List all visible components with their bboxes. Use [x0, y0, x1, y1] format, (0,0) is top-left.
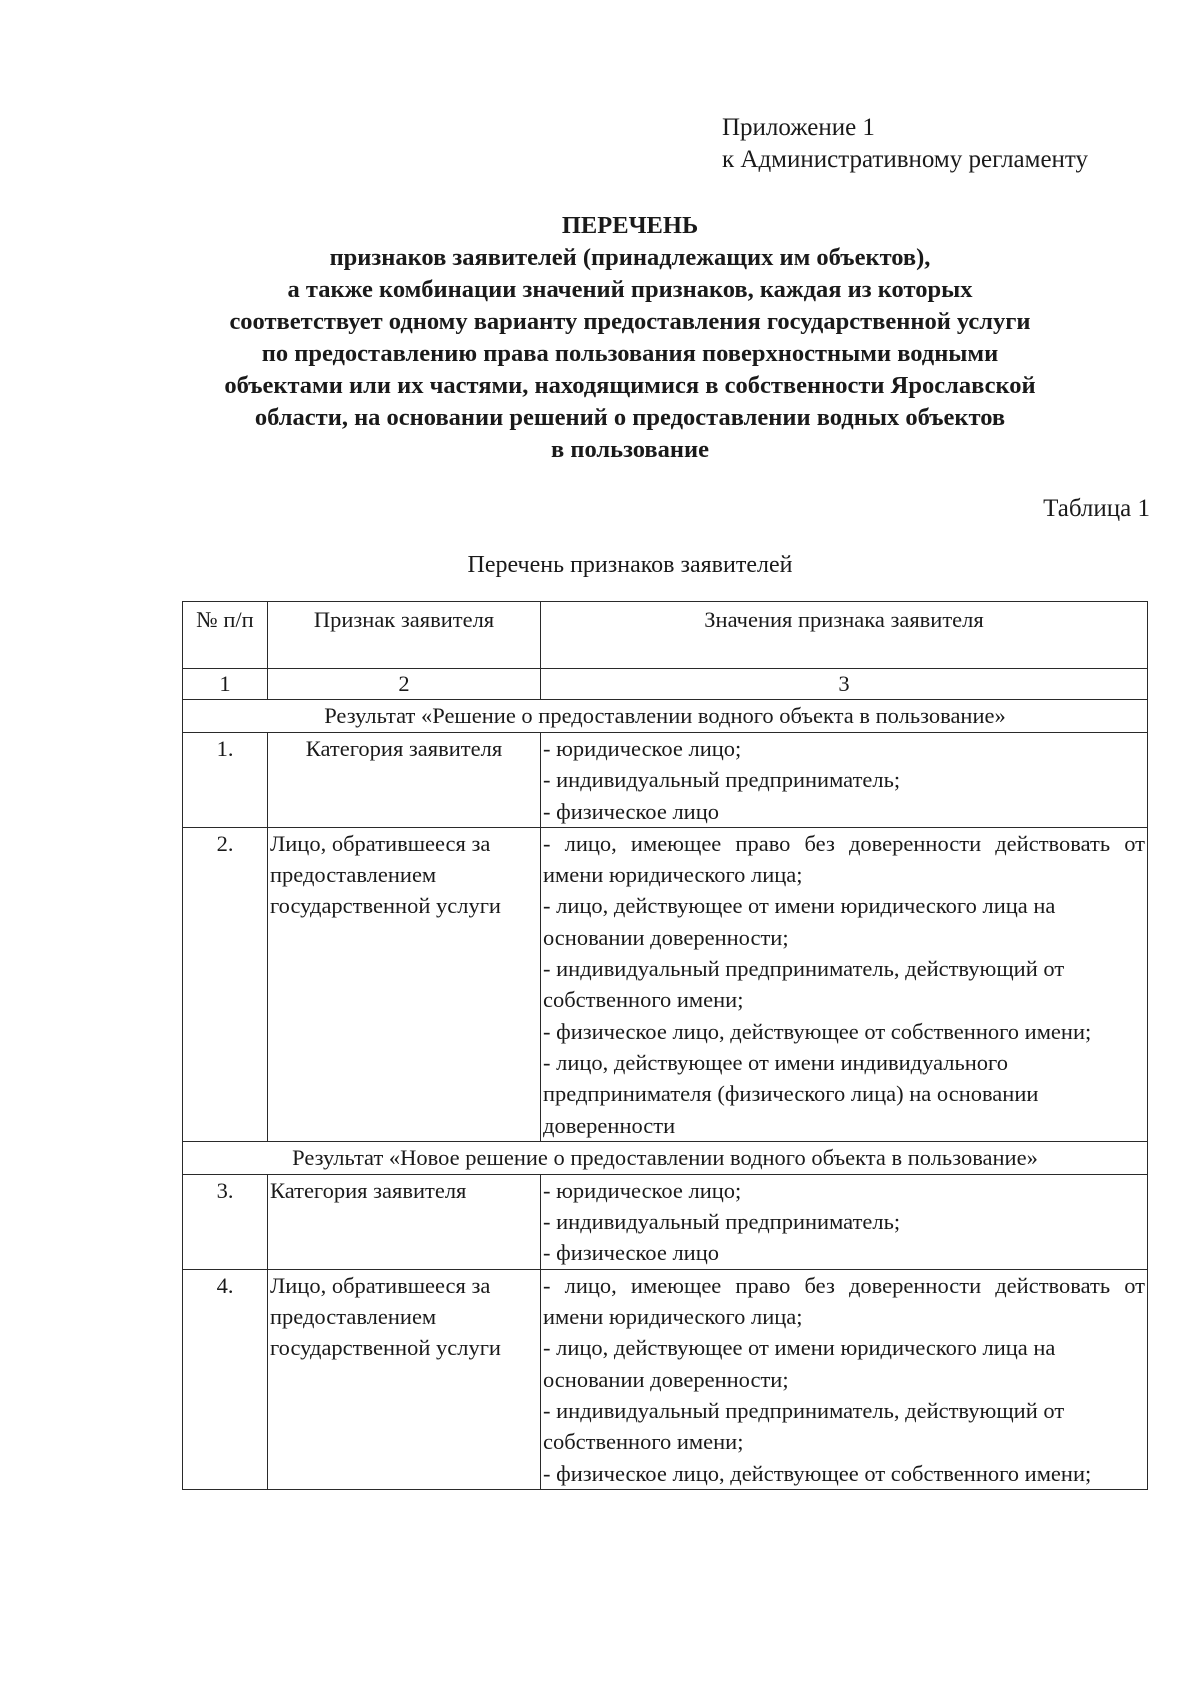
- section-title: Результат «Решение о предоставлении водного объекта в пользование»: [183, 700, 1148, 733]
- table-row: [183, 1174, 1148, 1269]
- applicant-attributes-table: [182, 601, 1148, 1490]
- value-item: - индивидуальный предприниматель, действующий от собственного имени;: [543, 956, 1065, 1013]
- heading-line: в пользование: [550, 436, 710, 463]
- document-title: ПЕРЕЧЕНЬ: [561, 212, 699, 239]
- value-item: - физическое лицо, действующее от собственного имени;: [543, 1018, 1092, 1044]
- column-number: 1: [183, 669, 268, 700]
- column-number: 2: [268, 669, 541, 700]
- row-values: [541, 733, 1148, 828]
- appendix-note: [722, 112, 1088, 176]
- value-item: - лицо, действующее от имени юридического лица на основании доверенности;: [543, 893, 1056, 950]
- table-caption: Перечень признаков заявителей: [467, 552, 793, 578]
- value-item: - юридическое лицо;: [543, 736, 742, 761]
- row-number: 4.: [183, 1269, 268, 1489]
- appendix-line-2: к Административному регламенту: [722, 146, 1089, 173]
- value-item: - физическое лицо: [543, 1240, 720, 1266]
- heading-line: а также комбинации значений признаков, каждая из которых: [287, 276, 973, 303]
- document-heading: [180, 210, 1080, 466]
- table-row: [183, 1269, 1148, 1489]
- value-item: - лицо, действующее от имени индивидуального предпринимателя (физического лица) на основании доверенности: [543, 1049, 1039, 1138]
- table-row: [183, 827, 1148, 1141]
- row-number: 1.: [183, 733, 268, 828]
- heading-line: соответствует одному варианту предоставления государственной услуги: [229, 308, 1031, 335]
- row-attribute: Лицо, обратившееся за предоставлением государственной услуги: [268, 827, 541, 1141]
- row-number: 2.: [183, 827, 268, 1141]
- row-number: 3.: [183, 1174, 268, 1269]
- section-row: [183, 700, 1148, 733]
- value-item: - индивидуальный предприниматель, действующий от собственного имени;: [543, 1397, 1065, 1455]
- section-title: Результат «Новое решение о предоставлении водного объекта в пользование»: [183, 1141, 1148, 1174]
- section-row: [183, 1141, 1148, 1174]
- appendix-line-1: Приложение 1: [722, 114, 875, 141]
- value-item: - юридическое лицо;: [543, 1177, 742, 1203]
- value-item: - лицо, действующее от имени юридического лица на основании доверенности;: [543, 1335, 1056, 1392]
- heading-line: признаков заявителей (принадлежащих им объектов),: [329, 244, 931, 271]
- value-item: - физическое лицо, действующее от собственного имени;: [543, 1460, 1092, 1486]
- value-item: - лицо, имеющее право без доверенности действовать от имени юридического лица;: [543, 1272, 1145, 1330]
- value-item: - лицо, имеющее право без доверенности действовать от имени юридического лица;: [543, 830, 1145, 888]
- row-values: [541, 1269, 1148, 1489]
- column-number: 3: [541, 669, 1148, 700]
- row-attribute: Категория заявителя: [268, 1174, 541, 1269]
- table-label: Таблица 1: [1043, 495, 1150, 522]
- row-values: [541, 1174, 1148, 1269]
- header-number: № п/п: [183, 602, 268, 669]
- heading-line: области, на основании решений о предоставлении водных объектов: [254, 404, 1006, 431]
- table-row: [183, 733, 1148, 828]
- row-attribute: Категория заявителя: [268, 733, 541, 828]
- value-item: - физическое лицо: [543, 798, 720, 824]
- table-header-row: [183, 602, 1148, 669]
- header-values: Значения признака заявителя: [541, 602, 1148, 669]
- value-item: - индивидуальный предприниматель;: [543, 767, 901, 793]
- column-number-row: [183, 669, 1148, 700]
- row-values: [541, 827, 1148, 1141]
- header-attribute: Признак заявителя: [268, 602, 541, 669]
- heading-line: по предоставлению права пользования поверхностными водными: [261, 340, 999, 367]
- row-attribute: Лицо, обратившееся за предоставлением государственной услуги: [268, 1269, 541, 1489]
- heading-line: объектами или их частями, находящимися в собственности Ярославской: [224, 372, 1036, 399]
- value-item: - индивидуальный предприниматель;: [543, 1209, 901, 1235]
